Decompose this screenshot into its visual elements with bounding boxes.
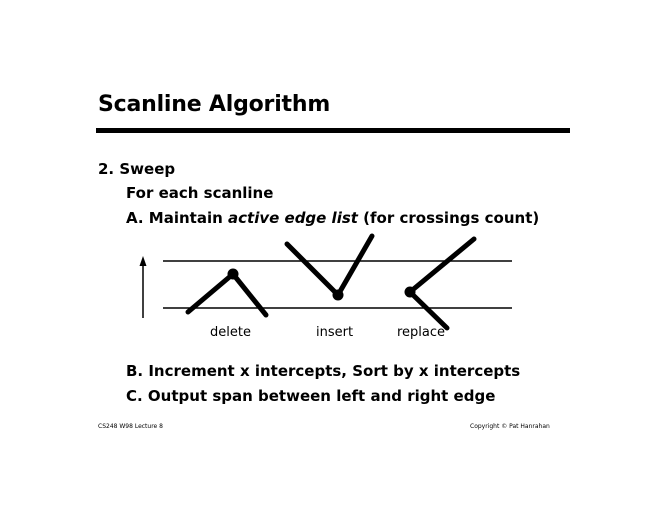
delete-edge-left bbox=[188, 274, 233, 312]
slide-title: Scanline Algorithm bbox=[98, 92, 331, 117]
replace-vertex bbox=[405, 287, 416, 298]
sweep-arrow-head bbox=[140, 256, 147, 266]
footer-copyright: Copyright © Pat Hanrahan bbox=[470, 423, 550, 430]
for-each-scanline: For each scanline bbox=[126, 184, 274, 202]
insert-label: insert bbox=[316, 325, 354, 340]
replace-case bbox=[405, 239, 475, 328]
active-edge-list-emphasis: active edge list bbox=[228, 209, 358, 227]
increment-and-sort: B. Increment x intercepts, Sort by x intercepts bbox=[126, 362, 521, 380]
replace-edge-upper bbox=[410, 239, 474, 292]
insert-edge-left bbox=[287, 244, 338, 295]
replace-edge-lower bbox=[410, 292, 447, 328]
insert-edge-right bbox=[338, 236, 372, 295]
delete-vertex bbox=[228, 269, 239, 280]
step-sweep: 2. Sweep bbox=[98, 160, 176, 178]
maintain-prefix: A. Maintain bbox=[126, 209, 229, 227]
replace-label: replace bbox=[397, 325, 446, 340]
maintain-suffix: (for crossings count) bbox=[357, 209, 540, 227]
insert-case bbox=[287, 236, 372, 301]
output-span: C. Output span between left and right edge bbox=[126, 387, 496, 405]
insert-vertex bbox=[333, 290, 344, 301]
delete-edge-right bbox=[233, 274, 266, 315]
footer-course-label: CS248 W98 Lecture 8 bbox=[98, 423, 163, 430]
delete-label: delete bbox=[210, 325, 251, 340]
